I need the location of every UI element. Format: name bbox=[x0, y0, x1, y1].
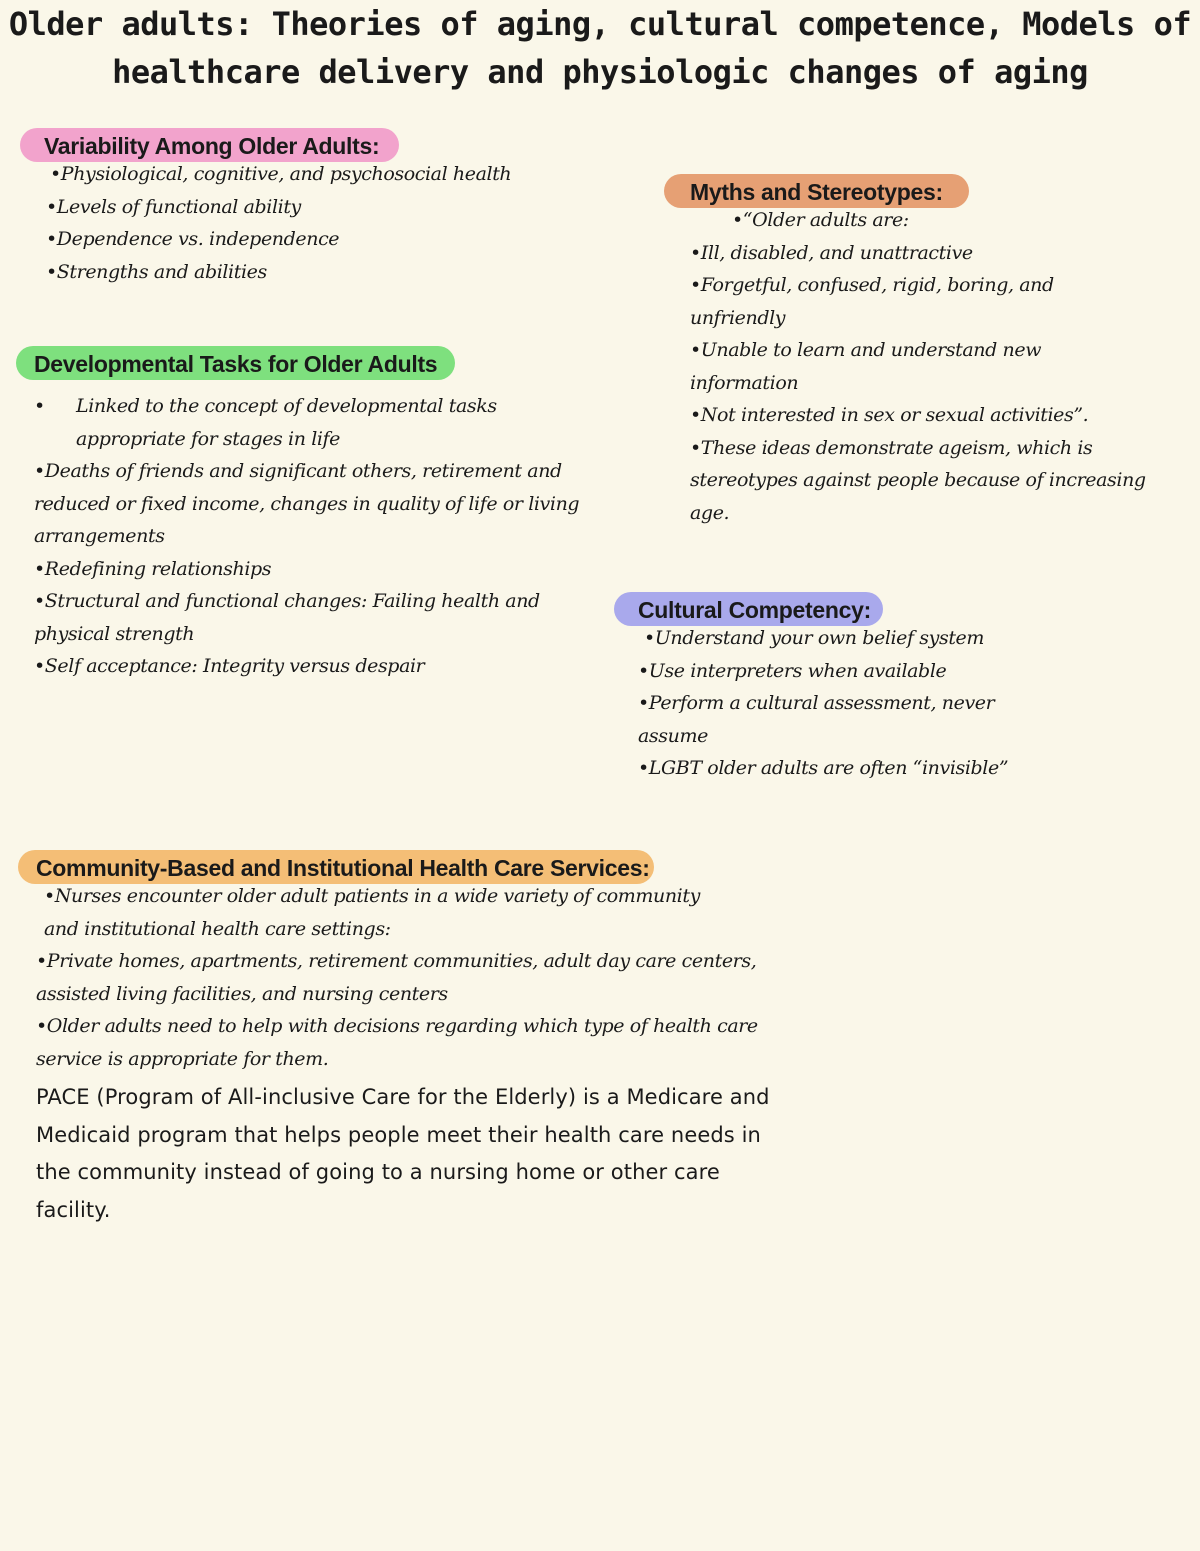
myths-list bbox=[690, 204, 1170, 529]
myths-section bbox=[664, 174, 1184, 529]
list-item: •Older adults need to help with decisions regarding which type of health care service is appropriate for them. bbox=[36, 1015, 758, 1070]
page-title-line-1: Older adults: Theories of aging, cultural competence, Models of bbox=[8, 5, 1192, 43]
list-item: •Nurses encounter older adult patients in a wide variety of community and institutional health care settings: bbox=[44, 885, 700, 940]
list-item: •Deaths of friends and significant others, retirement and reduced or fixed income, changes in quality of life or living arrangements bbox=[34, 460, 580, 547]
list-item: •Forgetful, confused, rigid, boring, and unfriendly bbox=[690, 274, 1054, 329]
community-list bbox=[36, 880, 776, 1075]
page-title bbox=[0, 0, 1200, 96]
list-item: •Structural and functional changes: Failing health and physical strength bbox=[34, 590, 540, 645]
list-item: •Physiological, cognitive, and psychosocial health bbox=[50, 163, 512, 185]
list-item: •Dependence vs. independence bbox=[46, 228, 340, 250]
bullet-marker: • bbox=[34, 395, 45, 417]
list-item: •Ill, disabled, and unattractive bbox=[690, 241, 973, 264]
list-item: •Redefining relationships bbox=[34, 557, 272, 580]
variability-heading: Variability Among Older Adults: bbox=[20, 128, 399, 162]
cultural-section bbox=[614, 592, 1084, 785]
list-item: •Levels of functional ability bbox=[46, 195, 301, 218]
list-item: •Private homes, apartments, retirement communities, adult day care centers, assisted living facilities, and nursing centers bbox=[36, 950, 757, 1005]
list-item: •“Older adults are: bbox=[732, 209, 909, 231]
list-item: •LGBT older adults are often “invisible” bbox=[638, 757, 1009, 779]
developmental-section bbox=[16, 346, 596, 683]
cultural-heading: Cultural Competency: bbox=[614, 592, 883, 626]
list-item: •These ideas demonstrate ageism, which is stereotypes against people because of increasing age. bbox=[690, 436, 1146, 524]
community-section bbox=[18, 850, 788, 1229]
list-item: •Self acceptance: Integrity versus despair bbox=[34, 655, 425, 677]
list-item: •Use interpreters when available bbox=[638, 659, 947, 682]
list-item: •Strengths and abilities bbox=[46, 260, 267, 283]
myths-heading: Myths and Stereotypes: bbox=[664, 174, 969, 208]
cultural-list bbox=[638, 622, 1078, 785]
list-item: •Not interested in sex or sexual activities”. bbox=[690, 404, 1089, 426]
community-heading: Community-Based and Institutional Health Care Services: bbox=[18, 850, 654, 884]
list-item: •Unable to learn and understand new information bbox=[690, 339, 1042, 394]
pace-paragraph: PACE (Program of All-inclusive Care for the Elderly) is a Medicare and Medicaid program that helps people meet their health care needs in the community instead of going to a nursing home or other care facility. bbox=[36, 1085, 770, 1222]
developmental-list bbox=[34, 390, 594, 683]
list-item: •Perform a cultural assessment, never assume bbox=[638, 692, 995, 747]
list-item-text: Linked to the concept of developmental tasks appropriate for stages in life bbox=[76, 395, 497, 450]
list-item bbox=[34, 390, 594, 455]
variability-section bbox=[20, 128, 640, 288]
page-title-line-2: healthcare delivery and physiologic changes of aging bbox=[112, 53, 1088, 91]
developmental-heading: Developmental Tasks for Older Adults bbox=[16, 346, 455, 380]
variability-list bbox=[46, 158, 640, 288]
list-item: •Understand your own belief system bbox=[644, 627, 985, 649]
